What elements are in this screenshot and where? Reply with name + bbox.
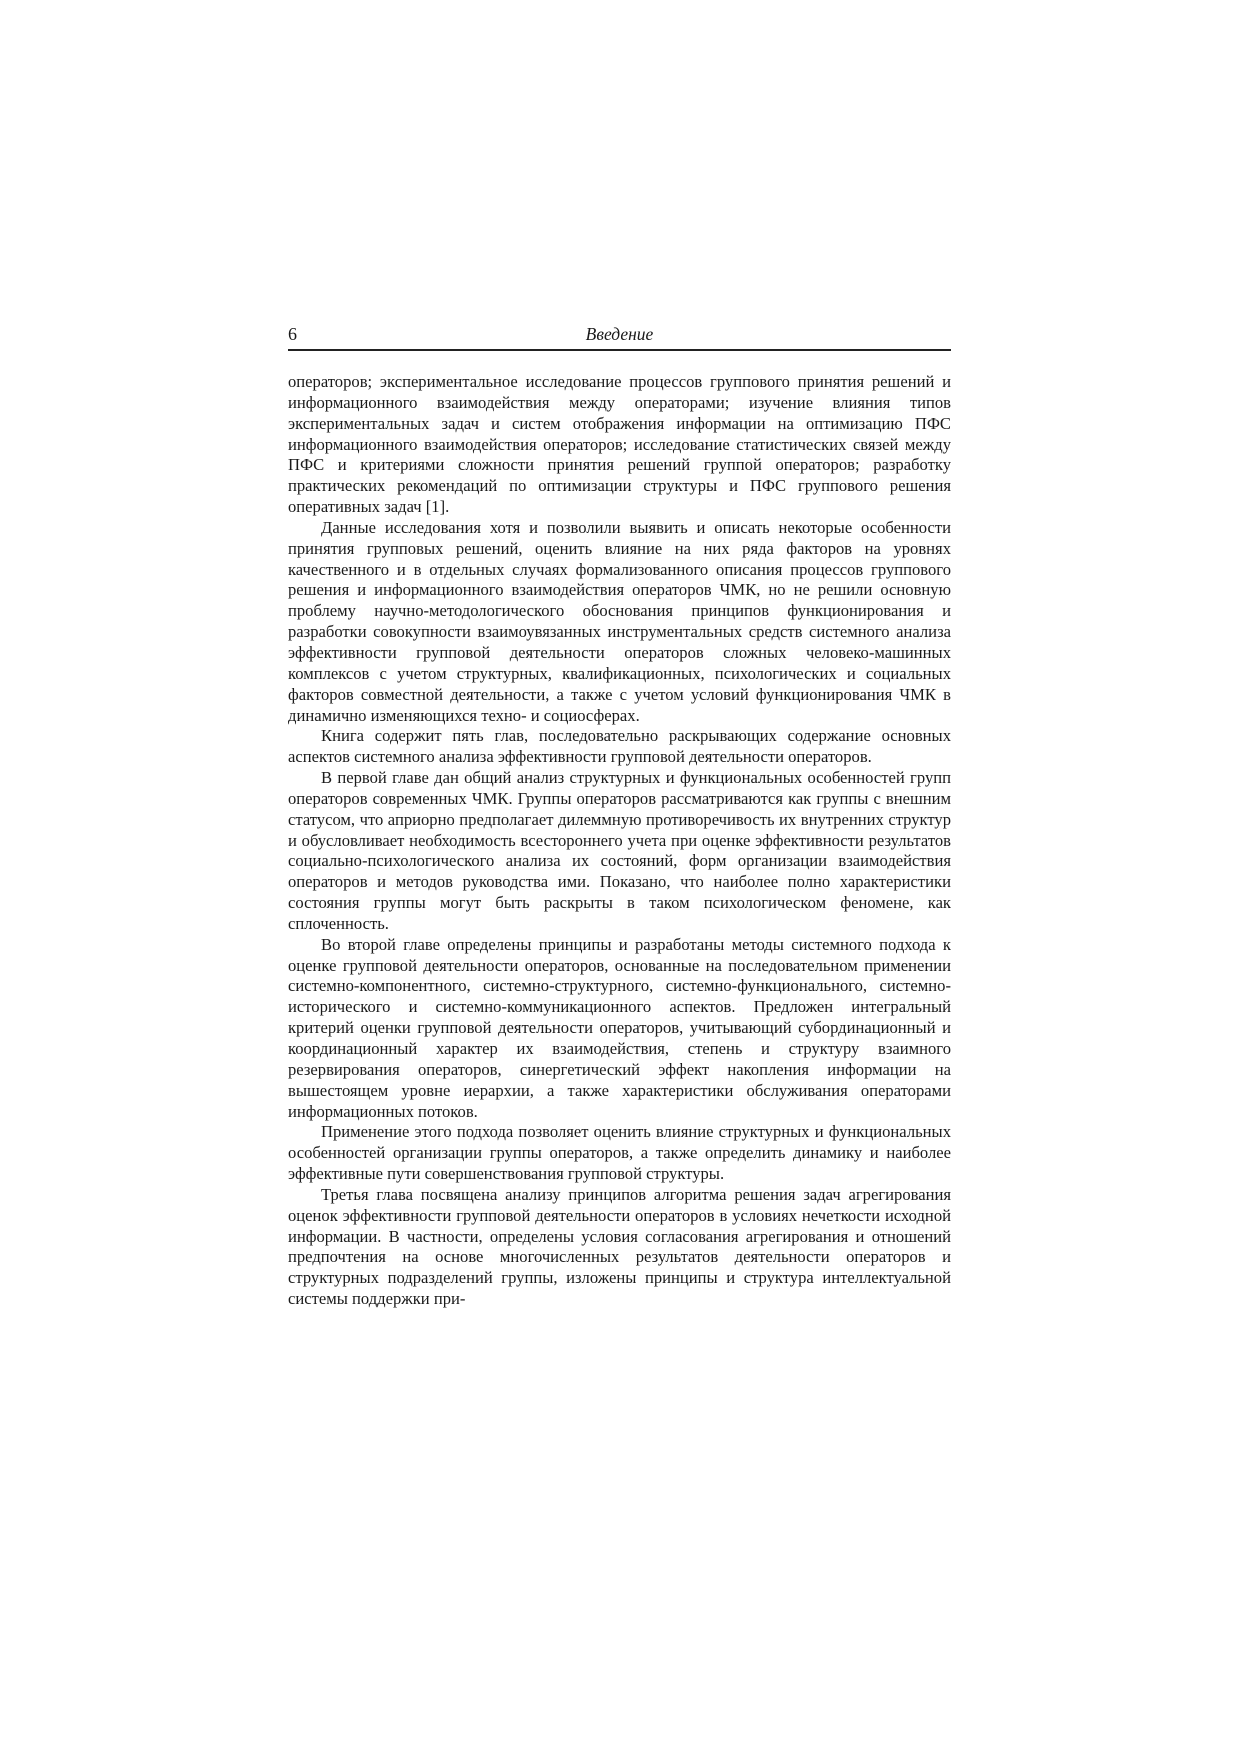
paragraph: Во второй главе определены принципы и разработаны методы системного подхода к оценке групповой деятельности операторов, основанные на последовательном применении системно-компонентного, системно-структурного, системно-функционального, системно-исторического и системно-коммуникационного аспектов. Предложен интегральный критерий оценки групповой деятельности операторов, учитывающий субординационный и координационный характер их взаимодействия, степень и структуру взаимного резервирования операторов, синергетический эффект накопления информации на вышестоящем уровне иерархии, а также характеристики обслуживания операторами информационных потоков. <box>288 934 951 1121</box>
paragraph-continued: операторов; экспериментальное исследование процессов группового принятия решений и информационного взаимодействия между операторами; изучение влияния типов экспериментальных задач и систем отображения информации на оптимизацию ПФС информационного взаимодействия операторов; исследование статистических связей между ПФС и критериями сложности принятия решений группой операторов; разработку практических рекомендаций по оптимизации структуры и ПФС группового решения оперативных задач [1]. <box>288 372 951 517</box>
running-title: Введение <box>585 324 654 344</box>
paragraph: Книга содержит пять глав, последовательно раскрывающих содержание основных аспектов системного анализа эффективности групповой деятельности операторов. <box>288 726 951 767</box>
paragraph: Данные исследования хотя и позволили выявить и описать некоторые особенности принятия групповых решений, оценить влияние на них ряда факторов на уровнях качественного и в отдельных случаях формализованного описания процессов группового решения и информационного взаимодействия операторов ЧМК, но не решили основную проблему научно-методологического обоснования принципов функционирования и разработки совокупности взаимоувязанных инструментальных средств системного анализа эффективности групповой деятельности операторов сложных человеко-машинных комплексов с учетом структурных, квалификационных, психологических и социальных факторов совместной деятельности, а также с учетом условий функционирования ЧМК в динамично изменяющихся техно- и социосферах. <box>288 517 951 725</box>
paragraph: Третья глава посвящена анализу принципов алгоритма решения задач агрегирования оценок эффективности групповой деятельности операторов в условиях нечеткости исходной информации. В частности, определены условия согласования агрегирования и отношений предпочтения на основе многочисленных результатов деятельности операторов и структурных подразделений группы, изложены принципы и структура интеллектуальной системы поддержки при- <box>288 1184 951 1309</box>
paragraph: Применение этого подхода позволяет оценить влияние структурных и функциональных особенностей организации группы операторов, а также определить динамику и наиболее эффективные пути совершенствования групповой структуры. <box>288 1122 951 1184</box>
paragraph: В первой главе дан общий анализ структурных и функциональных особенностей групп операторов современных ЧМК. Группы операторов рассматриваются как группы с внешним статусом, что априорно предполагает дилеммную противоречивость их внутренних структур и обусловливает необходимость всестороннего учета при оценке эффективности результатов социально-психологического анализа их состояний, форм организации взаимодействия операторов и методов руководства ими. Показано, что наиболее полно характеристики состояния группы могут быть раскрыты в таком психологическом феномене, как сплоченность. <box>288 768 951 933</box>
running-header <box>288 321 951 351</box>
page-body <box>288 372 951 1310</box>
page-number: 6 <box>288 324 297 344</box>
